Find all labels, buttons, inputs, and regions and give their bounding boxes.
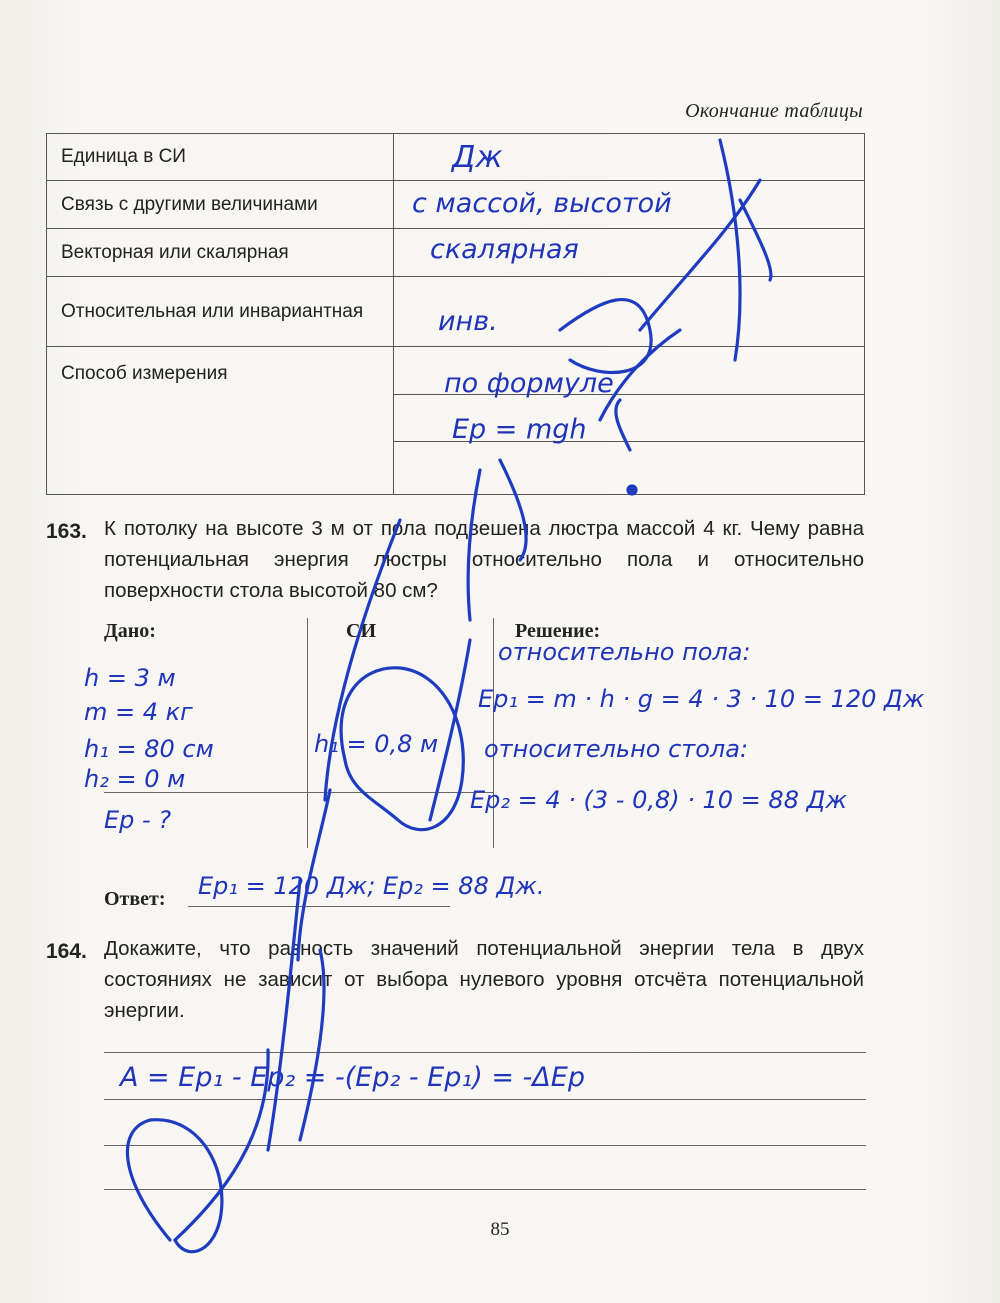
handwritten-answer: скалярная — [430, 234, 579, 265]
task-number: 164. — [46, 940, 87, 963]
handwritten-answer: с массой, высотой — [412, 188, 672, 219]
given-line: Ep - ? — [104, 806, 172, 834]
solution-line: Ep₂ = 4 · (3 - 0,8) · 10 = 88 Дж — [470, 786, 847, 814]
handwritten-answer: инв. — [438, 306, 498, 337]
row-label: Связь с другими величинами — [47, 181, 394, 229]
page-number: 85 — [490, 1219, 510, 1240]
handwritten-answer: Ep = mgh — [452, 414, 587, 445]
handwritten-answer: Ep₁ = 120 Дж; Ep₂ = 88 Дж. — [198, 872, 545, 900]
answer-label: Ответ: — [104, 888, 166, 910]
task-number: 163. — [46, 520, 87, 543]
given-line: m = 4 кг — [84, 698, 193, 726]
table-continuation-caption: Окончание таблицы — [685, 100, 863, 122]
row-label: Векторная или скалярная — [47, 229, 394, 277]
task-text: Докажите, что разность значений потенциальной энергии тела в двух состояниях не зависит от выбора нулевого уровня отсчёта потенциальной энергии. — [104, 937, 864, 1022]
given-line: h = 3 м — [84, 664, 176, 692]
si-line: h₁ = 0,8 м — [314, 730, 439, 758]
solution-line: Ep₁ = m · h · g = 4 · 3 · 10 = 120 Дж — [478, 685, 925, 713]
given-line: h₁ = 80 см — [84, 735, 214, 763]
given-heading: Дано: — [104, 620, 156, 642]
task-text: К потолку на высоте 3 м от пола подвешена люстра массой 4 кг. Чему равна потенциальная энергия люстры относительно пола и относительно поверхности стола высотой 80 см? — [104, 517, 864, 602]
handwritten-answer: A = Ep₁ - Ep₂ = -(Ep₂ - Ep₁) = -ΔEp — [120, 1062, 585, 1093]
solution-line: относительно пола: — [498, 638, 751, 666]
handwritten-answer: по формуле — [444, 368, 614, 399]
solution-line: относительно стола: — [484, 735, 749, 763]
row-label: Относительная или инвариантная — [47, 277, 394, 347]
row-label: Единица в СИ — [47, 134, 394, 181]
si-heading: СИ — [346, 620, 376, 642]
given-line: h₂ = 0 м — [84, 765, 186, 793]
handwritten-answer: Дж — [452, 140, 503, 175]
row-label: Способ измерения — [47, 347, 394, 495]
solution-heading: Решение: — [515, 620, 601, 642]
